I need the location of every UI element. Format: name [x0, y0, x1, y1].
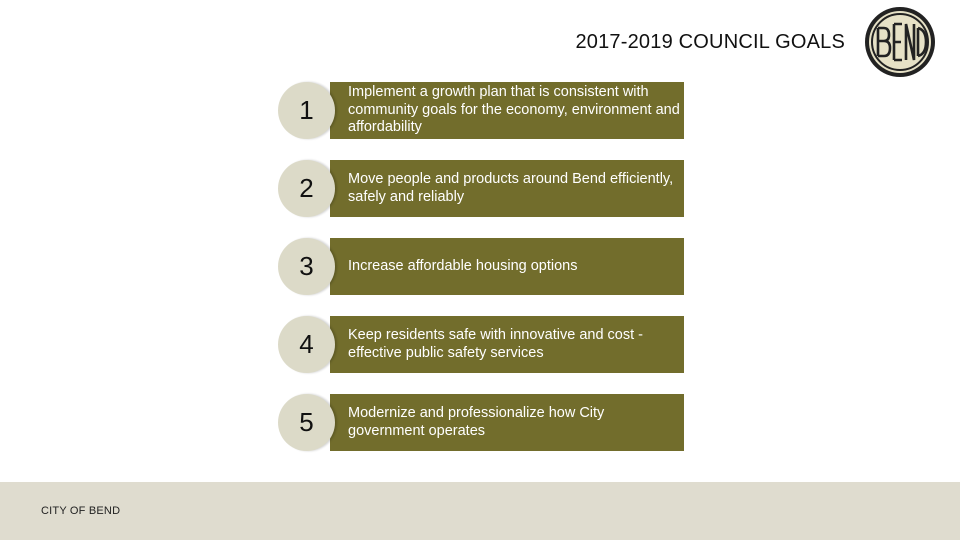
goal-item-4	[278, 316, 684, 373]
goal-item-2	[278, 160, 684, 217]
goal-item-5	[278, 394, 684, 451]
goal-text: Implement a growth plan that is consistent with community goals for the economy, environment and affordability	[348, 84, 680, 136]
goal-number: 1	[299, 95, 314, 125]
goal-number: 4	[299, 329, 314, 359]
goal-number-badge	[278, 82, 335, 139]
goal-number: 3	[299, 251, 314, 281]
goal-number: 5	[299, 407, 314, 437]
footer-band	[0, 482, 960, 540]
goal-number-badge	[278, 238, 335, 295]
goal-item-3	[278, 238, 684, 295]
footer-label: CITY OF BEND	[41, 505, 121, 517]
bend-seal-logo	[864, 6, 936, 78]
page-title: 2017-2019 COUNCIL GOALS	[575, 31, 845, 53]
goal-number: 2	[299, 173, 314, 203]
goal-item-1	[278, 82, 684, 139]
goal-number-badge	[278, 160, 335, 217]
goal-text: Modernize and professionalize how City government operates	[348, 405, 605, 439]
bend-seal-icon	[864, 6, 936, 78]
goal-text: Move people and products around Bend efficiently, safely and reliably	[348, 171, 674, 205]
goal-text: Increase affordable housing options	[348, 257, 578, 274]
goal-number-badge	[278, 316, 335, 373]
goal-number-badge	[278, 394, 335, 451]
goal-text: Keep residents safe with innovative and cost -effective public safety services	[348, 327, 643, 361]
